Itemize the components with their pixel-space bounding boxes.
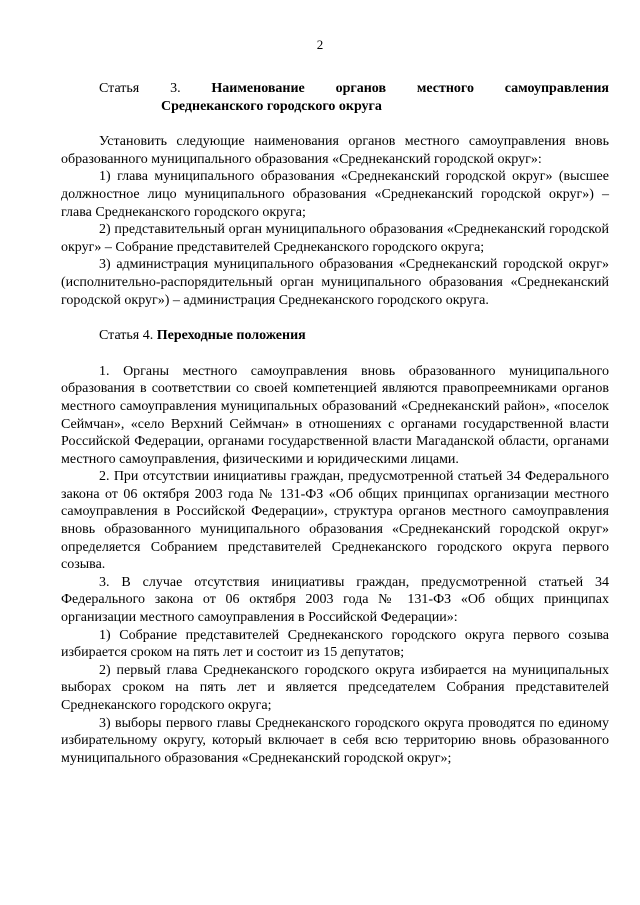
article-3 <box>61 80 609 309</box>
article-3-title-line2: Среднеканского городского округа <box>161 98 382 114</box>
article-3-item-1: 1) глава муниципального образования «Среднеканский городской округ» (высшее должностное лицо муниципального образования «Среднеканский городской округ») – глава Среднеканского городского округа; <box>61 169 609 220</box>
article-3-item-2: 2) представительный орган муниципального образования «Среднеканский городской округ» – Собрание представителей Среднеканского городского округа; <box>61 222 609 255</box>
article-4-heading <box>61 327 609 345</box>
article-3-prefix: Статья 3. <box>99 81 181 96</box>
article-4-title: Переходные положения <box>156 328 306 344</box>
article-4-paragraph-3: 3. В случае отсутствия инициативы граждан, предусмотренной статьей 34 Федерального закона от 06 октября 2003 года № 131-ФЗ «Об общих принципах организации местного самоуправления в Российской Федерации»: <box>61 574 609 626</box>
article-4 <box>61 327 609 767</box>
article-4-paragraph-1: 1. Органы местного самоуправления вновь образованного муниципального образования в соответствии со своей компетенцией являются правопреемниками органов местного самоуправления муниципальных образований «Среднеканский район», «поселок Сеймчан», «село Верхний Сеймчан» в отношениях с органами государственной власти Российской Федерации, органами государственной власти Магаданской области, органами местного самоуправления, физическими и юридическими лицами. <box>61 363 609 467</box>
article-4-paragraph-2: 2. При отсутствии инициативы граждан, предусмотренной статьей 34 Федерального закона от 06 октября 2003 года № 131-ФЗ «Об общих принципах организации местного самоуправления в Российской Федерации», структура органов местного самоуправления вновь образованного муниципального образования «Среднеканский городской округ» определяется Собранием представителей Среднеканского городского округа первого созыва. <box>61 469 609 573</box>
article-4-subitem-2: 2) первый глава Среднеканского городского округа избирается на муниципальных выборах сроком на пять лет и является председателем Собрания представителей Среднеканского городского округа; <box>61 662 609 713</box>
article-4-subitem-1: 1) Собрание представителей Среднеканского городского округа первого созыва избирается сроком на пять лет и состоит из 15 депутатов; <box>61 627 609 661</box>
article-3-intro: Установить следующие наименования органов местного самоуправления вновь образованного муниципального образования «Среднеканский городской округ»: <box>61 134 609 167</box>
document-body <box>61 80 609 767</box>
article-3-heading <box>61 80 609 98</box>
article-3-item-3: 3) администрация муниципального образования «Среднеканский городской округ» (исполнительно-распорядительный орган муниципального образования «Среднеканский городской округ») – администрация Среднеканского городского округа. <box>61 257 609 308</box>
article-4-prefix: Статья 4. <box>99 328 154 344</box>
article-3-title-line1: Наименование органов местного самоуправления <box>211 81 609 96</box>
page-number: 2 <box>316 37 324 52</box>
article-4-subitem-3: 3) выборы первого главы Среднеканского городского округа проводятся по единому избирательному округу, который включает в себя всю территорию вновь образованного муниципального образования «Среднеканский городской округ»; <box>61 715 609 766</box>
